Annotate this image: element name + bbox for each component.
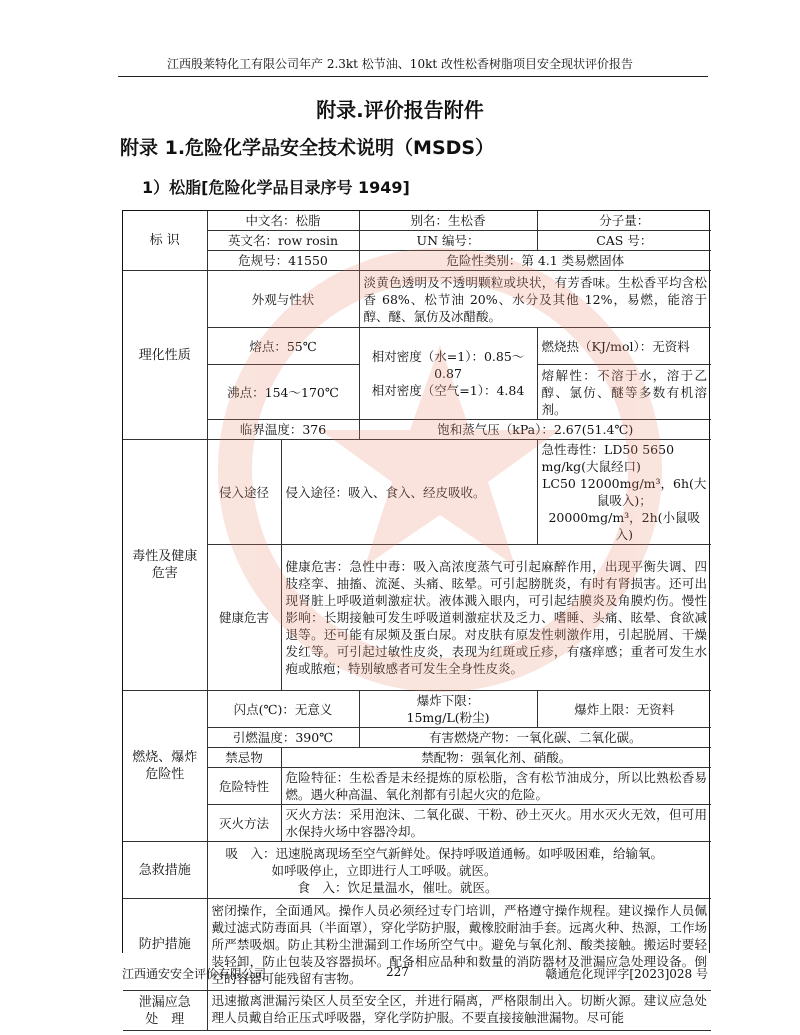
header-rule (118, 76, 708, 77)
cn-name: 中文名：松脂 (207, 211, 359, 231)
critical-temperature: 临界温度：376 (207, 420, 359, 440)
boiling-point: 沸点：154～170℃ (207, 365, 359, 420)
hazard-class: 危险性类别：第 4.1 类易燃固体 (359, 251, 711, 271)
page-header: 江西殷莱特化工有限公司年产 2.3kt 松节油、10kt 改性松香树脂项目安全现状评价报告 (167, 57, 633, 71)
route-label: 侵入途径 (207, 440, 281, 545)
hazard-number: 危规号：41550 (207, 251, 359, 271)
appendix-heading: 附录.评价报告附件 (316, 98, 484, 122)
health-text: 健康危害：急性中毒：吸入高浓度蒸气可引起麻醉作用，出现平衡失调、四肢痉挛、抽搐、流涎、头痛、眩晕。可引起膀胱炎，有时有肾损害。还可出现肾脏上呼吸道刺激症状。液体溅入眼内，可引起结膜炎及角膜灼伤。慢性影响：长期接触可发生呼吸道刺激症状及乏力、嗜睡、头痛、眩晕、食欲减退等。还可能有尿频及蛋白尿。对皮肤有原发性刺激作用，引起脱屑、干燥发红等。可引起过敏性皮炎，表现为红斑或丘疹，有瘙痒感；重者可发生水疱或脓疱；特别敏感者可发生全身性皮炎。 (281, 545, 711, 691)
avoid-label: 禁忌物 (207, 748, 281, 768)
flash-point: 闪点(℃)：无意义 (207, 691, 359, 728)
hazard-text: 危险特征：生松香是未经提炼的原松脂，含有松节油成分，所以比熟松香易燃。遇火种高温、氧化剂都有引起火灾的危险。 (281, 768, 711, 805)
solubility: 熔解性：不溶于水，溶于乙醇、氯仿、醚等多数有机溶剂。 (537, 365, 711, 420)
spill-label-1: 泄漏应急 (138, 994, 191, 1010)
firstaid-cell (207, 842, 711, 899)
density-cell (359, 328, 537, 420)
acute-toxicity-3: 20000mg/m³，2h(小鼠吸入) (548, 510, 701, 542)
cas-number: CAS 号： (537, 231, 711, 251)
combustion-heat: 燃烧热（KJ/mol）：无资料 (537, 328, 711, 365)
density-water-range: 0.87 (434, 366, 462, 381)
footer-company: 江西通安安全评价有限公司 (122, 967, 267, 981)
extinguish-text: 灭火方法：采用泡沫、二氧化碳、干粉、砂土灭火。用水灭火无效，但可用水保持火场中容器冷却。 (281, 805, 711, 842)
en-name: 英文名：row rosin (207, 231, 359, 251)
toxicity-label: 毒性及健康危害 (123, 440, 207, 691)
phys-label: 理化性质 (123, 271, 207, 440)
uel: 爆炸上限：无资料 (537, 691, 711, 728)
spill-label-2: 处 理 (145, 1011, 185, 1027)
spill-text: 迅速撤离泄漏污染区人员至安全区，并进行隔离，严格限制出入。切断火源。建议应急处理人员戴自给正压式呼吸器，穿化学防护服。不要直接接触泄漏物。尽可能 (207, 991, 711, 1031)
acute-toxicity-1: 急性毒性：LD50 5650 mg/kg(大鼠经口) (541, 442, 675, 474)
lel-label: 爆炸下限： (416, 693, 480, 708)
un-number: UN 编号： (359, 231, 537, 251)
spill-label (123, 991, 207, 1031)
extinguish-label: 灭火方法 (207, 805, 281, 842)
firstaid-label: 急救措施 (123, 842, 207, 899)
lel-value: 15mg/L(粉尘) (406, 710, 490, 725)
firstaid-line-3: 食 入：饮足量温水，催吐。就医。 (297, 879, 498, 895)
substance-heading: 1）松脂[危险化学品目录序号 1949] (142, 178, 410, 197)
lel-cell (359, 691, 537, 728)
ident-label: 标 识 (123, 211, 207, 271)
route-text: 侵入途径：吸入、食入、经皮吸收。 (281, 440, 537, 545)
molecular-weight: 分子量： (537, 211, 711, 231)
footer-doc-number: 赣通危化现评字[2023]028 号 (545, 967, 708, 981)
protect-text: 密闭操作，全面通风。操作人员必须经过专门培训，严格遵守操作规程。建议操作人员佩戴过滤式防毒面具（半面罩），穿化学防护服，戴橡胶耐油手套。远离火种、热源，工作场所严禁吸烟。防止其粉尘泄漏到工作场所空气中。避免与氧化剂、酸类接触。搬运时要轻装轻卸，防止包装及容器损坏。配备相应品种和数量的消防器材及泄漏应急处理设备。倒空的容器可能残留有害物。 (207, 899, 711, 991)
alias: 别名：生松香 (359, 211, 537, 231)
ignition-temperature: 引燃温度：390℃ (207, 728, 359, 748)
firstaid-line-1: 吸 入：迅速脱离现场至空气新鲜处。保持呼吸道通畅。如呼吸困难，给输氧。 (225, 845, 664, 861)
msds-table (123, 211, 711, 1031)
appearance-label: 外观与性状 (207, 271, 359, 328)
fire-label: 燃烧、爆炸危险性 (123, 691, 207, 842)
avoid-text: 禁配物：强氧化剂、硝酸。 (281, 748, 711, 768)
appearance-text: 淡黄色透明及不透明颗粒或块状，有芳香味。生松香平均含松香 68%、松节油 20%、水分及其他 12%，易燃，能溶于醇、醚、氯仿及冰醋酸。 (359, 271, 711, 328)
protect-label: 防护措施 (123, 899, 207, 991)
combustion-products: 有害燃烧产物：一氧化碳、二氧化碳。 (359, 728, 711, 748)
acute-toxicity-2: LC50 12000mg/m³，6h(大鼠吸入)； (542, 476, 707, 508)
hazard-label: 危险特性 (207, 768, 281, 805)
msds-heading: 附录 1.危险化学品安全技术说明（MSDS） (120, 137, 495, 159)
firstaid-line-2: 如呼吸停止，立即进行人工呼吸。就医。 (271, 862, 497, 878)
health-label: 健康危害 (207, 545, 281, 691)
density-water: 相对密度（水=1）：0.85～ (371, 349, 525, 364)
page-number: 227 (386, 965, 409, 979)
acute-toxicity-cell (537, 440, 711, 545)
density-air: 相对密度（空气=1）：4.84 (371, 383, 525, 398)
vapor-pressure: 饱和蒸气压（kPa）：2.67(51.4℃) (359, 420, 711, 440)
melting-point: 熔点：55℃ (207, 328, 359, 365)
